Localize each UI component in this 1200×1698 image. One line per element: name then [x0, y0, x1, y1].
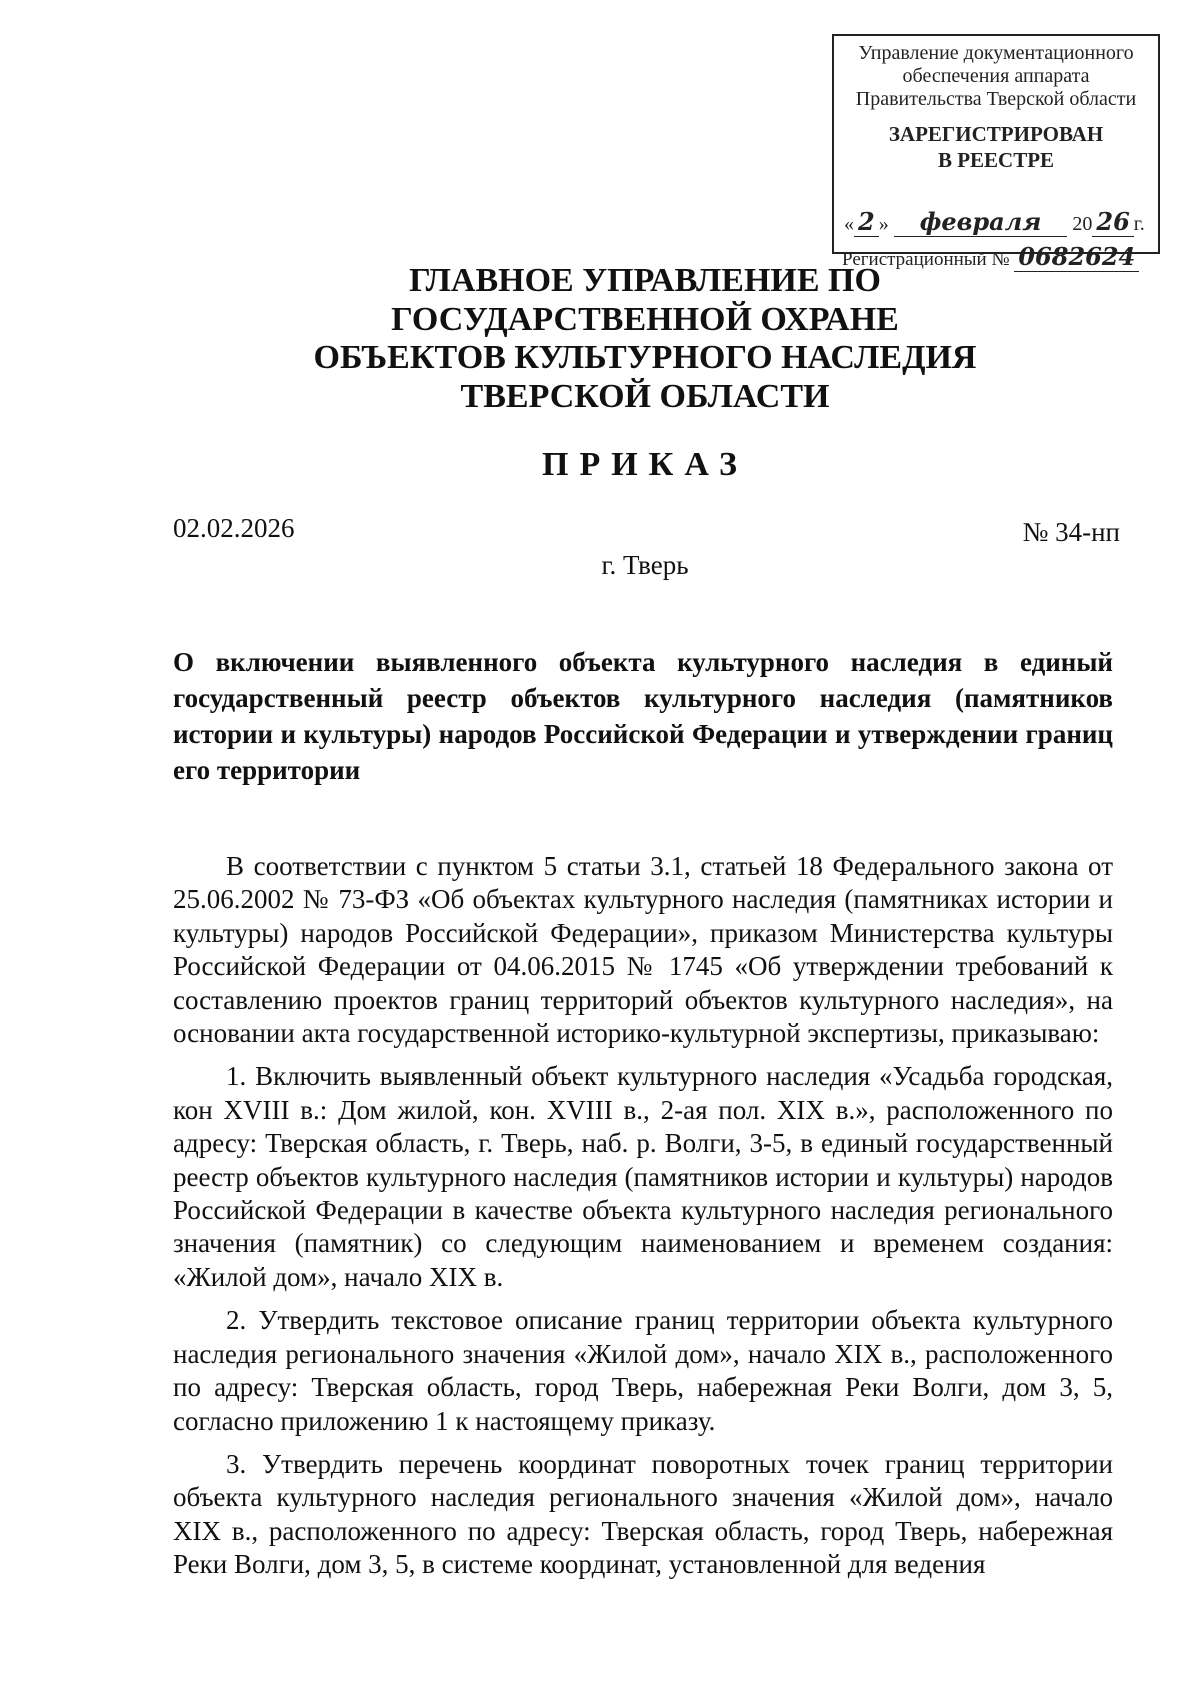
stamp-department — [834, 42, 1158, 111]
agency-header-line3: ОБЪЕКТОВ КУЛЬТУРНОГО НАСЛЕДИЯ — [313, 339, 977, 376]
stamp-date-close-quote: » — [878, 213, 889, 235]
document-body — [173, 850, 1113, 1586]
agency-header-line4: ТВЕРСКОЙ ОБЛАСТИ — [460, 377, 830, 415]
stamp-registered — [834, 121, 1158, 173]
body-item-3: 3. Утвердить перечень координат поворотных точек границ территории объекта культурного наследия регионального значения «Жилой дом», начало XIX в., расположенного по адресу: Тверская область, город Тверь, набережная Реки Волги, дом 3, 5, в системе координат, установленной для ведения — [173, 1448, 1113, 1580]
document-date: 02.02.2026 — [173, 513, 295, 543]
body-preamble: В соответствии с пунктом 5 статьи 3.1, статьей 18 Федерального закона от 25.06.2002 № 73-ФЗ «Об объектах культурного наследия (памятниках истории и культуры) народов Российской Федерации», приказом Министерства культуры Российской Федерации от 04.06.2015 № 1745 «Об утверждении требований к составлению проектов границ территорий объектов культурного наследия», на основании акта государственной историко-культурной экспертизы, приказываю: — [173, 851, 1113, 1049]
stamp-date-month: февраля — [894, 207, 1068, 237]
stamp-date-day: 2 — [854, 207, 879, 237]
agency-header-line1: ГЛАВНОЕ УПРАВЛЕНИЕ ПО — [409, 262, 881, 299]
stamp-dept-line1: Управление документационного — [858, 42, 1134, 64]
body-item-1: 1. Включить выявленный объект культурного наследия «Усадьба городская, кон XVIII в.: Дом жилой, кон. XVIII в., 2-ая пол. XIX в.», расположенного по адресу: Тверская область, г. Тверь, наб. р. Волги, 3-5, в единый государственный реестр объектов культурного наследия (памятников истории и культуры) народов Российской Федерации в качестве объекта культурного наследия регионального значения (памятник) со следующим наименованием и временем создания: «Жилой дом», начало XIX в. — [173, 1061, 1113, 1292]
document-subject: О включении выявленного объекта культурного наследия в единый государственный реестр объектов культурного наследия (памятников истории и культуры) народов Российской Федерации и утверждении границ его территории — [173, 647, 1113, 785]
document-number: № 34-нп — [1022, 517, 1120, 547]
stamp-registered-line1: ЗАРЕГИСТРИРОВАН — [888, 122, 1104, 146]
body-item-2: 2. Утвердить текстовое описание границ территории объекта культурного наследия регионального значения «Жилой дом», начало XIX в., расположенного по адресу: Тверская область, город Тверь, набережная Реки Волги, дом 3, 5, согласно приложению 1 к настоящему приказу. — [173, 1305, 1113, 1436]
stamp-dept-line3: Правительства Тверской области — [855, 88, 1137, 110]
stamp-date-year-prefix: 20 — [1072, 213, 1093, 235]
stamp-reg-label: Регистрационный № — [842, 249, 1010, 270]
agency-header — [160, 262, 1130, 416]
registration-stamp — [832, 34, 1160, 271]
document-type-title: ПРИКАЗ — [542, 446, 748, 483]
stamp-date-year-suffix: 26 — [1092, 207, 1133, 237]
stamp-registered-line2: В РЕЕСТРЕ — [937, 148, 1055, 172]
stamp-reg-number: 0682624 — [1014, 242, 1139, 272]
stamp-dept-line2: обеспечения аппарата — [902, 65, 1090, 87]
stamp-date-year-unit: г. — [1133, 213, 1145, 235]
document-city: г. Тверь — [601, 550, 689, 580]
agency-header-line2: ГОСУДАРСТВЕННОЙ ОХРАНЕ — [391, 300, 899, 338]
stamp-date-open-quote: « — [844, 213, 854, 235]
stamp-date — [844, 207, 1152, 236]
